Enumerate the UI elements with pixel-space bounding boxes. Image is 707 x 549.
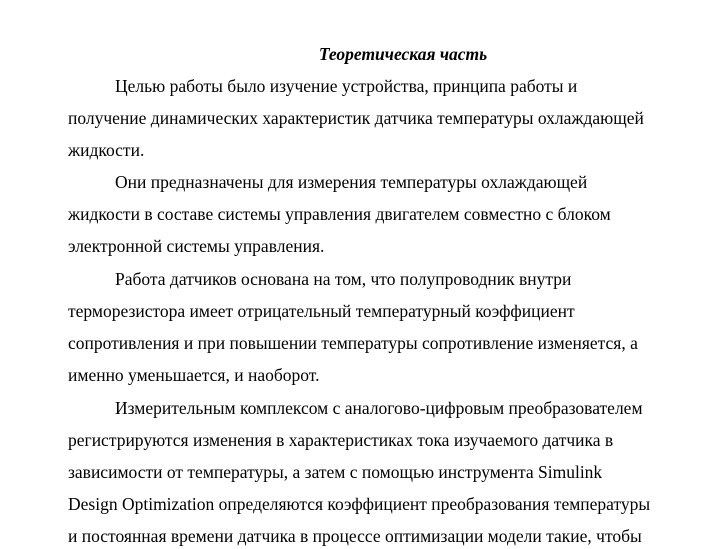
paragraph-3-line-1: Работа датчиков основана на том, что полупроводник внутри	[115, 269, 572, 289]
paragraph-1-line-2: получение динамических характеристик датчика температуры охлаждающей	[68, 108, 644, 128]
paragraph-4-line-5: и постоянная времени датчика в процессе оптимизации модели такие, чтобы	[68, 526, 642, 546]
paragraph-4-line-2: регистрируются изменения в характеристиках тока изучаемого датчика в	[68, 430, 614, 450]
paragraph-4-line-3: зависимости от температуры, а затем с помощью инструмента Simulink	[68, 462, 603, 482]
paragraph-3-line-2: терморезистора имеет отрицательный температурный коэффициент	[68, 301, 575, 321]
paragraph-2-line-1: Они предназначены для измерения температуры охлаждающей	[115, 172, 588, 192]
section-title: Теоретическая часть	[318, 44, 488, 64]
paragraph-1-line-3: жидкости.	[68, 140, 145, 160]
paragraph-4-line-4: Design Optimization определяются коэффициент преобразования температуры	[68, 494, 651, 514]
paragraph-3-line-4: именно уменьшается, и наоборот.	[68, 365, 320, 385]
paragraph-3-line-3: сопротивления и при повышении температуры сопротивление изменяется, а	[68, 333, 638, 353]
paragraph-2-line-3: электронной системы управления.	[68, 236, 325, 256]
paragraph-2-line-2: жидкости в составе системы управления двигателем совместно с блоком	[68, 204, 611, 224]
paragraph-1-line-1: Целью работы было изучение устройства, принципа работы и	[115, 76, 578, 96]
paragraph-4-line-1: Измерительным комплексом с аналогово-цифровым преобразователем	[115, 398, 643, 418]
